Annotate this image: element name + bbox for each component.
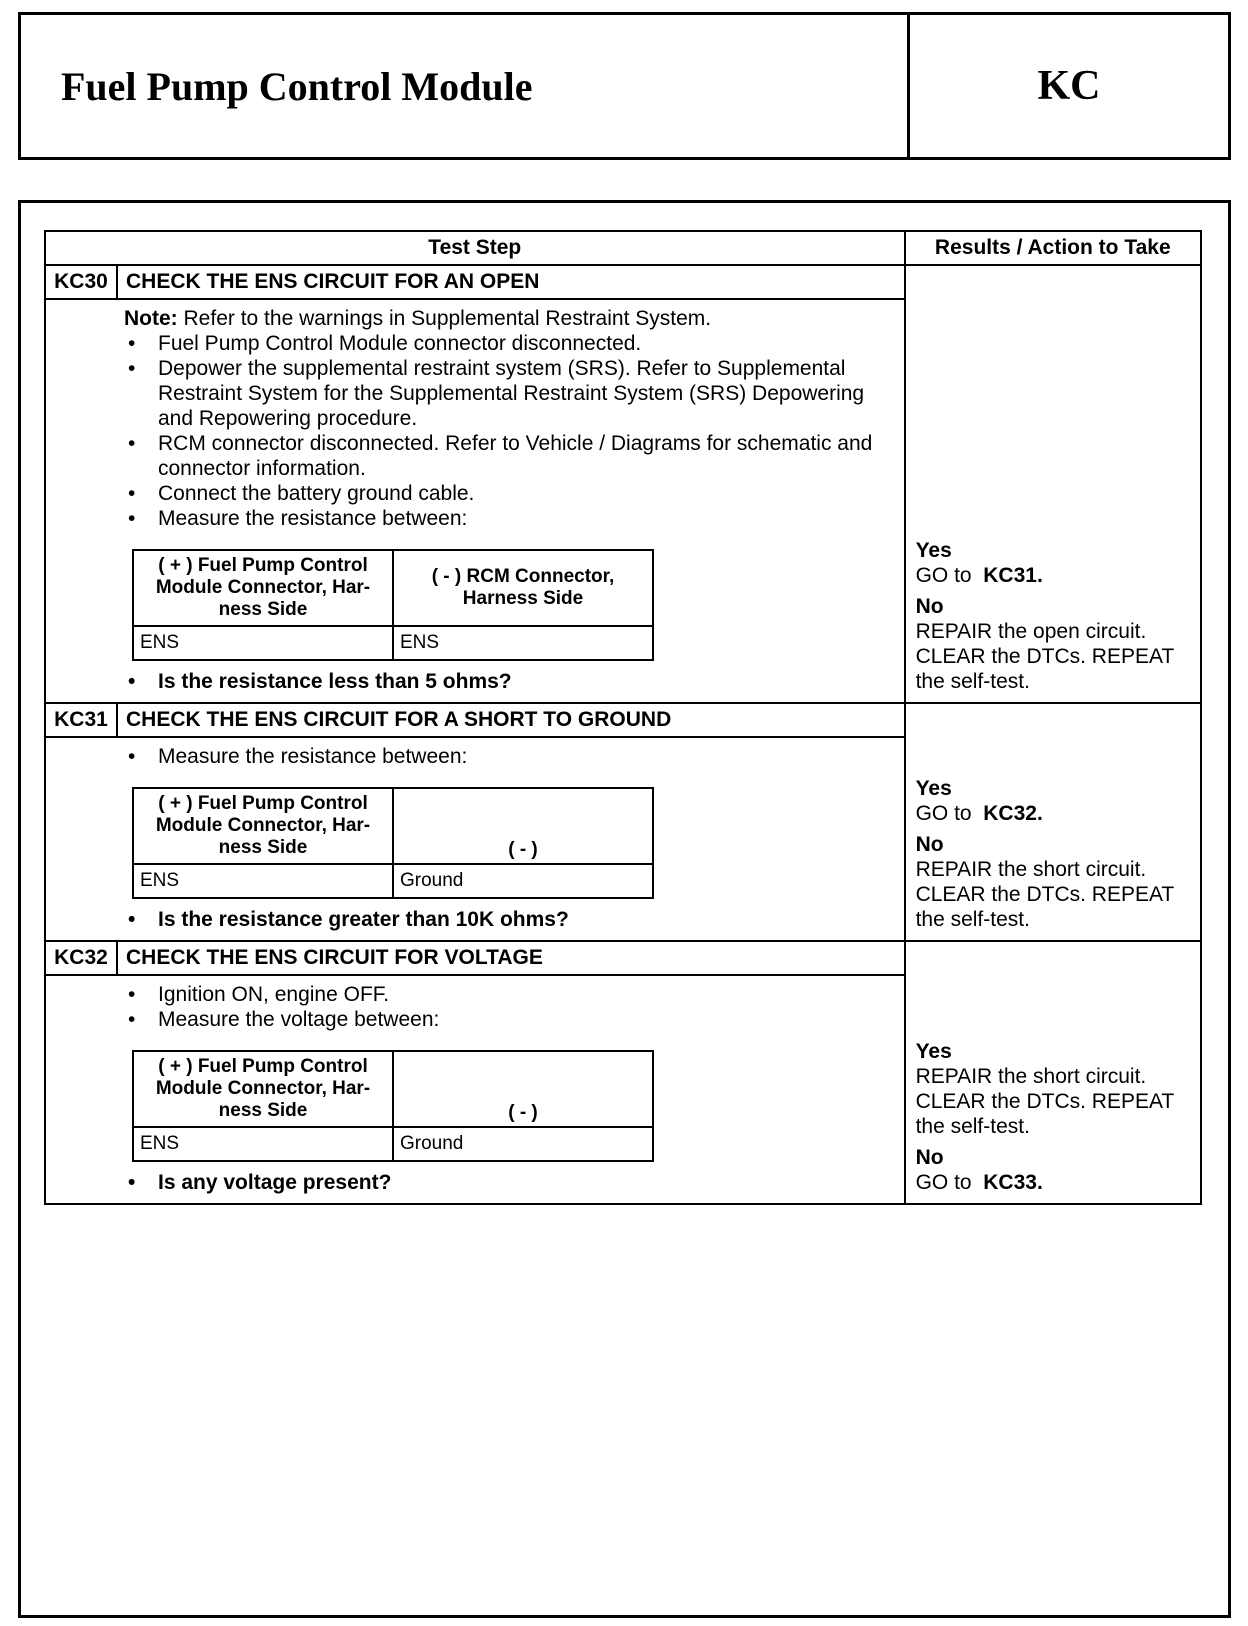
no-label: No [915,595,944,618]
goto-ref: KC33. [983,1171,1043,1194]
meas-header-pos: ( + ) Fuel Pump Control Module Connector, Har-ness Side [133,1051,393,1127]
measurement-table [132,549,654,661]
list-item: • RCM connector disconnected. Refer to Vehicle / Diagrams for schematic and connector information. [158,431,894,481]
step-title: CHECK THE ENS CIRCUIT FOR AN OPEN [117,265,905,299]
measurement-table [132,787,654,899]
step-title-row [45,265,1201,299]
diagnostic-table [44,230,1202,1205]
bullet-list [124,744,894,769]
step-body [45,737,905,941]
yes-label: Yes [915,539,952,562]
meas-header-neg: ( - ) RCM Connector, Harness Side [393,550,653,626]
measurement-table [132,1050,654,1162]
step-id: KC32 [45,941,117,975]
meas-value-pos: ENS [133,626,393,660]
goto-ref: KC31. [983,564,1043,587]
step-title-row [45,941,1201,975]
meas-header-neg: ( - ) [393,788,653,864]
meas-value-neg: ENS [393,626,653,660]
step-result [905,703,1201,941]
step-result [905,941,1201,1204]
meas-value-neg: Ground [393,1127,653,1161]
bullet-list [124,982,894,1032]
list-item: • Measure the voltage between: [158,1007,894,1032]
yes-action: GO to KC31. [915,564,1043,587]
step-id: KC31 [45,703,117,737]
page-header [18,12,1231,160]
step-result [905,265,1201,703]
goto-ref: KC32. [983,802,1043,825]
list-item: • Measure the resistance between: [158,744,894,769]
yes-label: Yes [915,1040,952,1063]
step-title-row [45,703,1201,737]
no-action: REPAIR the short circuit. CLEAR the DTCs. REPEAT the self-test. [915,858,1174,931]
yes-action: GO to KC32. [915,802,1043,825]
step-title: CHECK THE ENS CIRCUIT FOR VOLTAGE [117,941,905,975]
section-code: KC [1037,63,1101,109]
list-item: • Measure the resistance between: [158,506,894,531]
col-results: Results / Action to Take [905,231,1201,265]
no-action: REPAIR the open circuit. CLEAR the DTCs. REPEAT the self-test. [915,620,1174,693]
bullet-list [124,331,894,531]
list-item: • Fuel Pump Control Module connector disconnected. [158,331,894,356]
list-item: • Ignition ON, engine OFF. [158,982,894,1007]
meas-header-pos: ( + ) Fuel Pump Control Module Connector, Har-ness Side [133,788,393,864]
yes-label: Yes [915,777,952,800]
question: • Is any voltage present? [158,1170,894,1195]
step-body [45,975,905,1204]
meas-header-pos: ( + ) Fuel Pump Control Module Connector, Har-ness Side [133,550,393,626]
meas-value-pos: ENS [133,864,393,898]
page-title: Fuel Pump Control Module [21,15,910,157]
no-label: No [915,1146,944,1169]
list-item: • Connect the battery ground cable. [158,481,894,506]
yes-action: REPAIR the short circuit. CLEAR the DTCs. REPEAT the self-test. [915,1065,1174,1138]
step-body [45,299,905,703]
note: Note: Refer to the warnings in Supplemental Restraint System. [124,307,712,330]
step-title: CHECK THE ENS CIRCUIT FOR A SHORT TO GROUND [117,703,905,737]
meas-value-neg: Ground [393,864,653,898]
no-action: GO to KC33. [915,1171,1043,1194]
meas-header-neg: ( - ) [393,1051,653,1127]
col-test-step: Test Step [45,231,905,265]
meas-value-pos: ENS [133,1127,393,1161]
list-item: • Depower the supplemental restraint system (SRS). Refer to Supplemental Restraint System for the Supplemental Restraint System (SRS) Depowering and Repowering procedure. [158,356,894,431]
no-label: No [915,833,944,856]
question: • Is the resistance greater than 10K ohms? [158,907,894,932]
table-header-row [45,231,1201,265]
question: • Is the resistance less than 5 ohms? [158,669,894,694]
step-id: KC30 [45,265,117,299]
